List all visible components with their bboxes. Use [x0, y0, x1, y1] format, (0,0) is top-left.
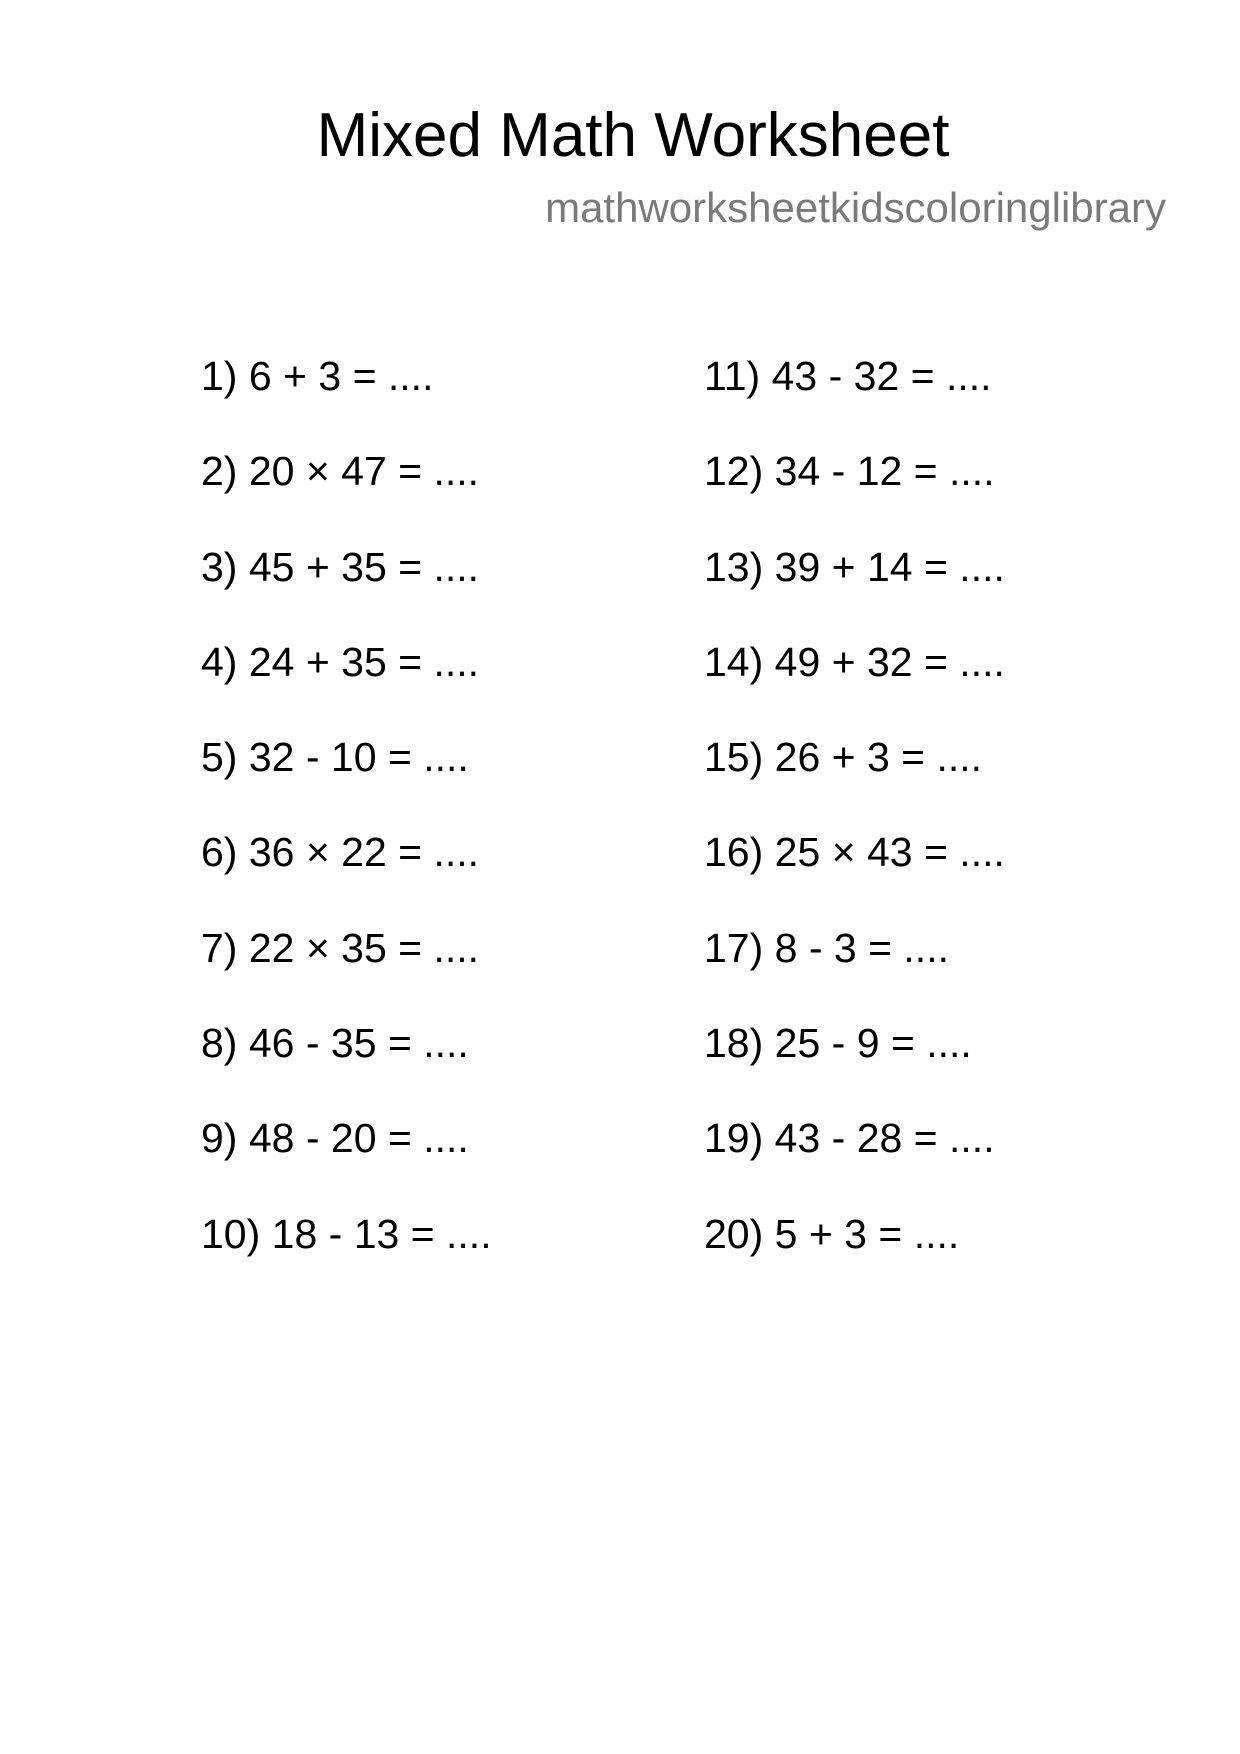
problem-7: 7) 22 × 35 = .... — [201, 924, 480, 971]
problem-17: 17) 8 - 3 = .... — [704, 924, 949, 971]
problem-11: 11) 43 - 32 = .... — [704, 353, 992, 399]
problem-16: 16) 25 × 43 = .... — [704, 829, 1005, 876]
problem-8: 8) 46 - 35 = .... — [201, 1020, 469, 1067]
problem-3: 3) 45 + 35 = .... — [201, 543, 480, 590]
problem-20: 20) 5 + 3 = .... — [704, 1210, 960, 1257]
problem-column-right — [704, 352, 1005, 1305]
problem-5: 5) 32 - 10 = .... — [201, 734, 469, 781]
problem-12: 12) 34 - 12 = .... — [704, 448, 995, 495]
problem-2: 2) 20 × 47 = .... — [201, 448, 480, 495]
problem-4: 4) 24 + 35 = .... — [201, 638, 480, 685]
problem-10: 10) 18 - 13 = .... — [201, 1210, 492, 1257]
problem-18: 18) 25 - 9 = .... — [704, 1020, 972, 1067]
source-label: mathworksheetkidscoloringlibrary — [545, 184, 1166, 231]
page-title: Mixed Math Worksheet — [316, 101, 950, 170]
problem-6: 6) 36 × 22 = .... — [201, 829, 480, 876]
problem-19: 19) 43 - 28 = .... — [704, 1115, 995, 1162]
problem-14: 14) 49 + 32 = .... — [704, 638, 1005, 685]
problem-15: 15) 26 + 3 = .... — [704, 734, 983, 781]
problem-list — [0, 352, 1240, 1257]
problem-13: 13) 39 + 14 = .... — [704, 543, 1005, 590]
problem-column-left — [201, 352, 492, 1305]
problem-1: 1) 6 + 3 = .... — [201, 353, 434, 399]
problem-9: 9) 48 - 20 = .... — [201, 1115, 469, 1162]
